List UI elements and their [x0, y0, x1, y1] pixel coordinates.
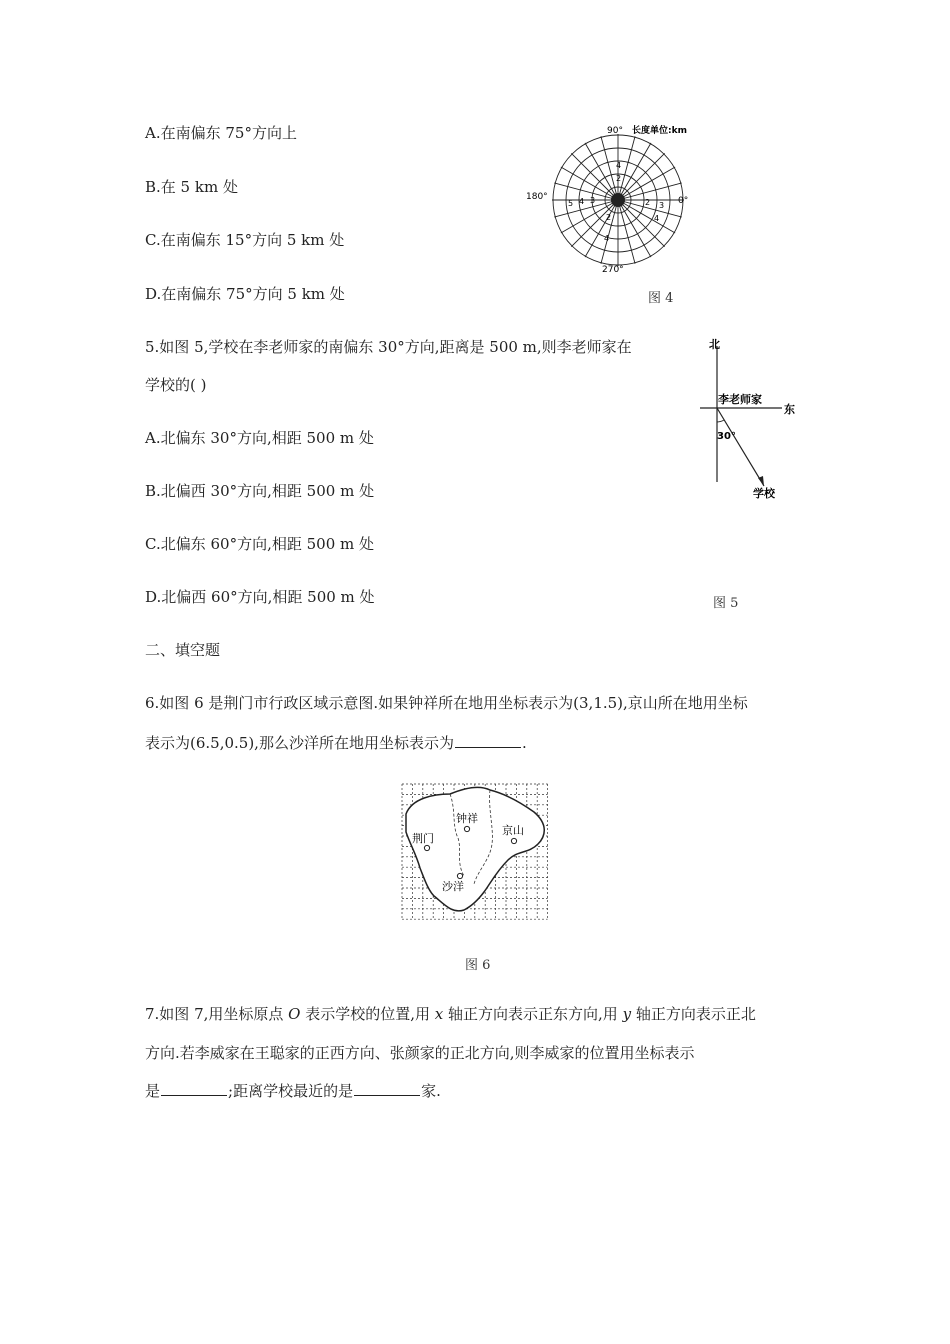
figure-4-caption: 图 4 — [648, 291, 674, 306]
unit-label: 长度单位:km — [632, 126, 687, 136]
ring-label-4-south: 4 — [604, 234, 610, 243]
angle-180-label: 180° — [526, 192, 548, 202]
figure-5-caption: 图 5 — [713, 596, 739, 611]
figure-6-caption: 图 6 — [465, 958, 491, 973]
q6-line-2-end: . — [521, 734, 527, 752]
q7-line-1-b: 表示学校的位置,用 — [300, 1005, 435, 1023]
q5-option-c: C.北偏东 60°方向,相距 500 m 处 — [145, 535, 374, 553]
jingshan-label: 京山 — [502, 824, 524, 837]
q6-answer-blank[interactable] — [455, 732, 521, 748]
q4-option-c: C.在南偏东 15°方向 5 km 处 — [145, 231, 345, 249]
q4-option-a: A.在南偏东 75°方向上 — [145, 124, 297, 142]
x-symbol: x — [434, 1005, 444, 1023]
q7-answer-blank-1[interactable] — [161, 1080, 227, 1096]
q7-line-2: 方向.若李威家在王聪家的正西方向、张颜家的正北方向,则李威家的位置用坐标表示 — [145, 1044, 695, 1062]
q6-line-2-text: 表示为(6.5,0.5),那么沙洋所在地用坐标表示为 — [145, 734, 454, 752]
ring-label-3: 3 — [659, 201, 665, 210]
angle-label: 30° — [717, 431, 736, 442]
q7-line-3-a: 是 — [145, 1082, 161, 1100]
q7-line-3 — [145, 1080, 441, 1102]
q7-line-1 — [145, 1003, 756, 1025]
angle-270-label: 270° — [602, 265, 624, 275]
jingshan-marker — [511, 838, 516, 843]
zhongxiang-label: 钟祥 — [456, 812, 478, 825]
school-label: 学校 — [753, 487, 775, 500]
q7-line-1-c: 轴正方向表示正东方向,用 — [443, 1005, 623, 1023]
q7-line-1-a: 7.如图 7,用坐标原点 — [145, 1005, 289, 1023]
q5-stem-line-1: 5.如图 5,学校在李老师家的南偏东 30°方向,距离是 500 m,则李老师家在 — [145, 338, 632, 356]
ring-label-4-north: 4 — [616, 161, 622, 170]
angle-arc — [717, 420, 724, 422]
q5-option-b: B.北偏西 30°方向,相距 500 m 处 — [145, 482, 375, 500]
ring-label-3-west: 3 — [590, 196, 596, 205]
ring-label-4: 4 — [654, 214, 660, 223]
shayang-marker — [457, 873, 462, 878]
ring-label-4-west: 4 — [579, 197, 585, 206]
home-label: 李老师家 — [718, 393, 762, 406]
polar-figure — [520, 120, 720, 280]
ring-label-2-north: 2 — [616, 174, 622, 183]
shayang-label: 沙洋 — [442, 880, 464, 893]
q5-option-d: D.北偏西 60°方向,相距 500 m 处 — [145, 588, 375, 606]
q7-answer-blank-2[interactable] — [354, 1080, 420, 1096]
angle-90-label: 90° — [607, 126, 623, 136]
q7-line-3-c: 家. — [421, 1082, 441, 1100]
east-label: 东 — [784, 403, 795, 416]
y-symbol: y — [622, 1005, 632, 1023]
ring-label-2-south: 2 — [606, 213, 612, 222]
q5-option-a: A.北偏东 30°方向,相距 500 m 处 — [145, 429, 374, 447]
q5-stem-line-2: 学校的( ) — [145, 376, 207, 394]
school-ray — [717, 408, 764, 486]
q4-option-d: D.在南偏东 75°方向 5 km 处 — [145, 285, 345, 303]
q6-line-2 — [145, 732, 527, 754]
section-title: 二、填空题 — [145, 641, 221, 659]
zhongxiang-marker — [464, 826, 469, 831]
jingmen-map — [398, 780, 552, 922]
angle-0-label: 0° — [678, 196, 689, 206]
q6-line-1: 6.如图 6 是荆门市行政区域示意图.如果钟祥所在地用坐标表示为(3,1.5),京山所在地用坐标 — [145, 694, 748, 712]
q7-line-1-d: 轴正方向表示正北 — [631, 1005, 756, 1023]
ring-label-5-west: 5 — [568, 199, 574, 208]
q4-option-b: B.在 5 km 处 — [145, 178, 238, 196]
jingmen-marker — [424, 845, 429, 850]
origin-symbol: O — [288, 1005, 301, 1023]
polar-center — [611, 193, 625, 207]
direction-figure — [690, 336, 810, 506]
ring-label-2-east: 2 — [645, 198, 651, 207]
jingmen-label: 荆门 — [412, 832, 434, 845]
north-label: 北 — [709, 338, 720, 351]
q7-line-3-b: ;距离学校最近的是 — [228, 1082, 354, 1100]
